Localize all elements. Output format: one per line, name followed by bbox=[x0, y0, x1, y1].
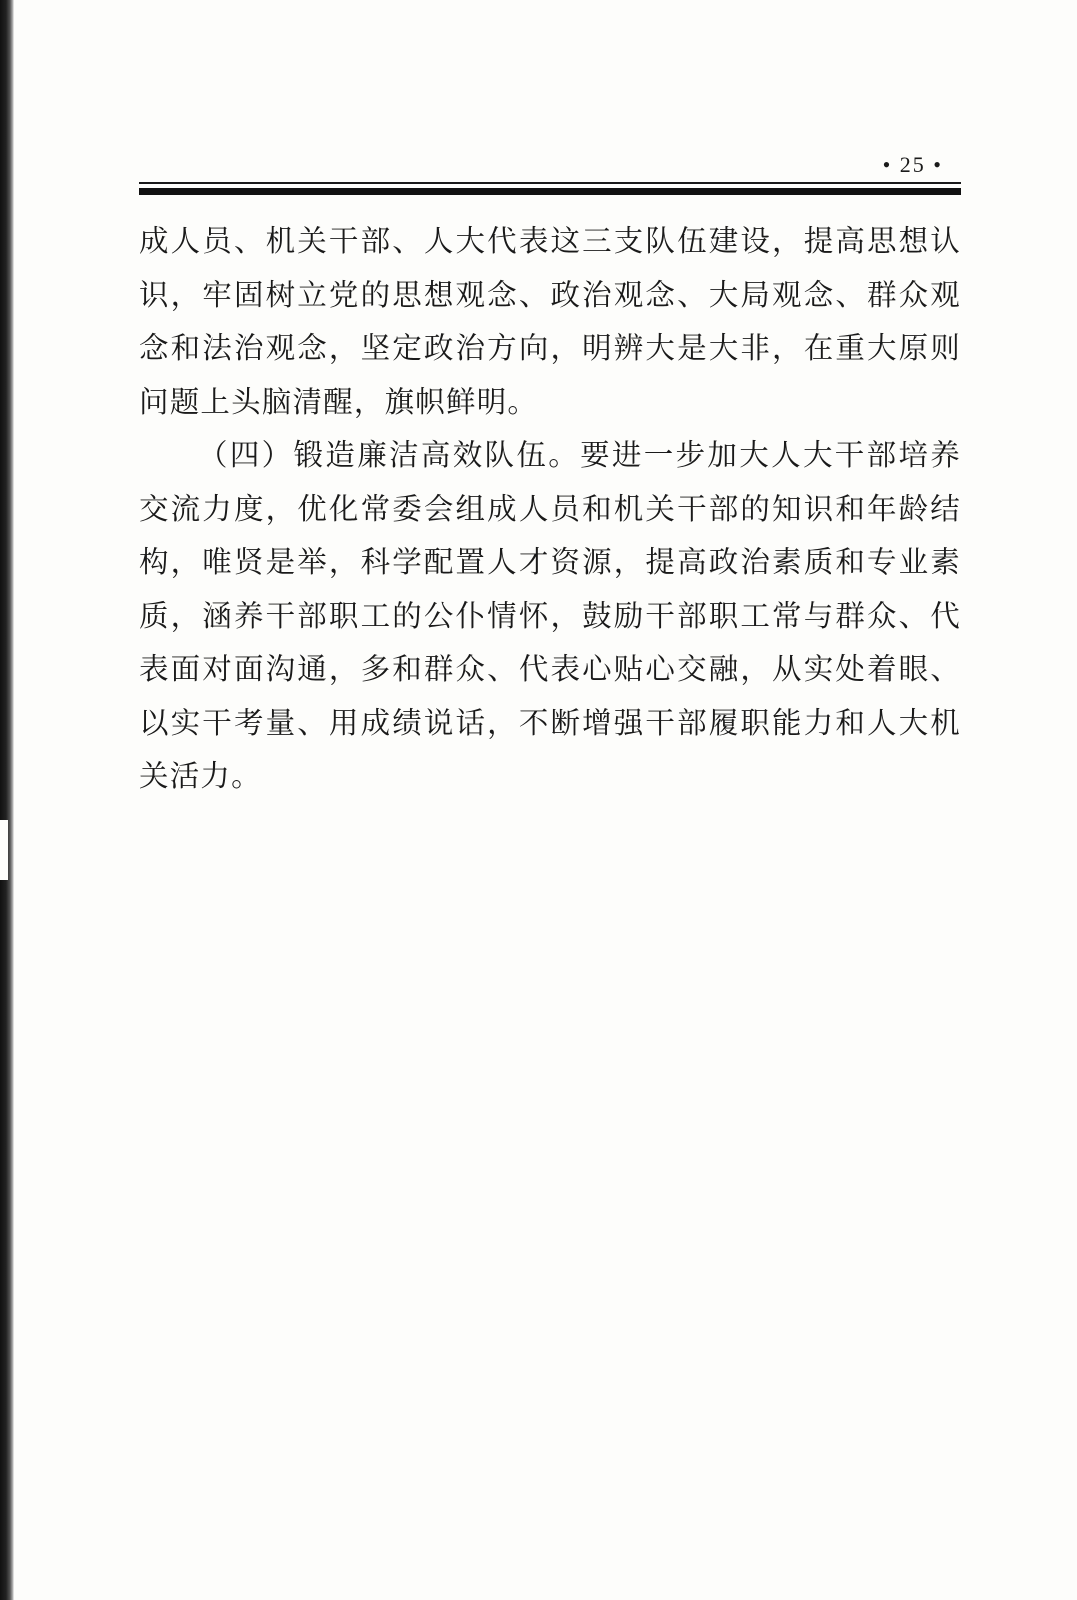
header-rule-thick bbox=[139, 188, 961, 195]
page-number: • 25 • bbox=[882, 152, 943, 177]
section-heading: （四）锻造廉洁高效队伍。 bbox=[198, 438, 581, 472]
paragraph-continuation: 成人员、机关干部、人大代表这三支队伍建设，提高思想认识，牢固树立党的思想观念、政治观念、大局观念、群众观念和法治观念，坚定政治方向，明辨大是大非，在重大原则问题上头脑清醒，旗帜鲜明。 bbox=[139, 224, 961, 419]
scan-edge bbox=[0, 0, 14, 1600]
scan-edge-notch bbox=[0, 820, 8, 880]
section-text: 要进一步加大人大干部培养交流力度，优化常委会组成人员和机关干部的知识和年龄结构，唯贤是举，科学配置人才资源，提高政治素质和专业素质，涵养干部职工的公仆情怀，鼓励干部职工常与群众、代表面对面沟通，多和群众、代表心贴心交融，从实处着眼、以实干考量、用成绩说话，不断增强干部履职能力和人大机关活力。 bbox=[139, 438, 962, 793]
page-header bbox=[139, 140, 961, 202]
header-rule-thin bbox=[139, 182, 961, 184]
paragraph-section-four bbox=[139, 429, 961, 804]
page-body bbox=[139, 215, 961, 804]
